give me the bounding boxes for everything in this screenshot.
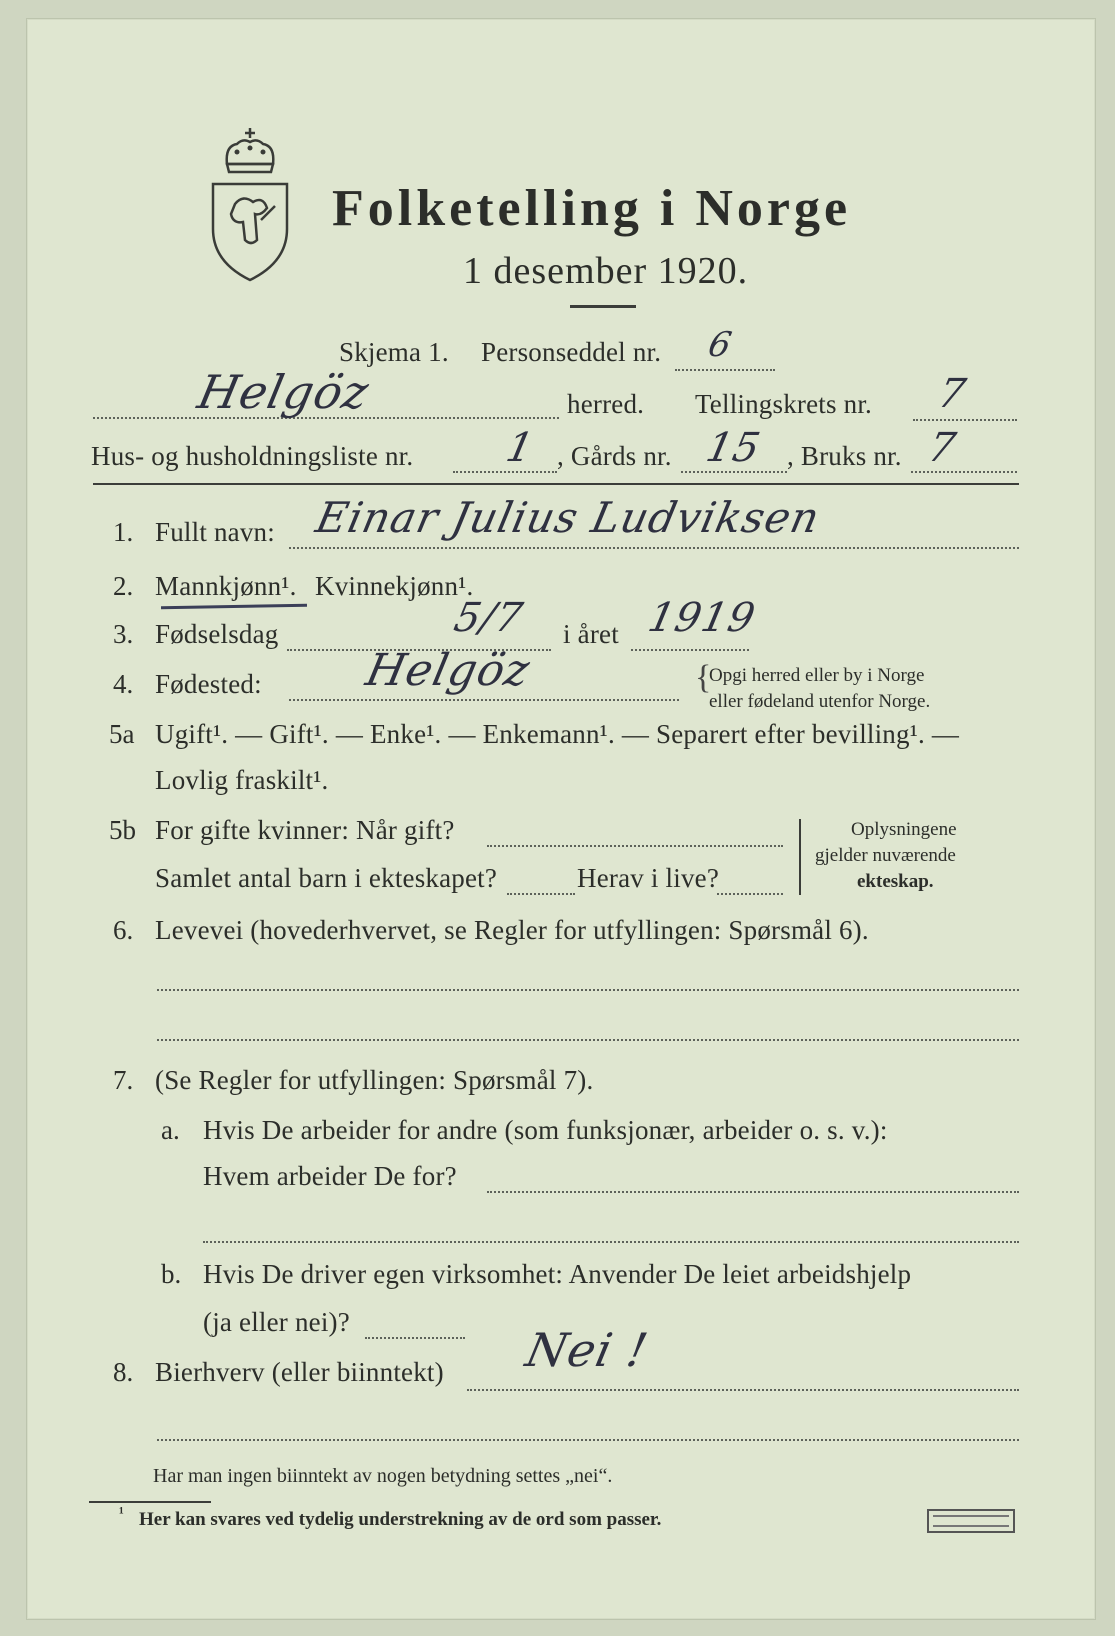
gards-line bbox=[681, 471, 787, 473]
census-form bbox=[26, 18, 1096, 1620]
marriage-note-bracket bbox=[799, 819, 801, 895]
married-when-line bbox=[487, 845, 783, 847]
birthplace-label: Fødested: bbox=[155, 669, 262, 699]
section-divider bbox=[93, 483, 1019, 485]
q7-label: (Se Regler for utfyllingen: Spørsmål 7). bbox=[155, 1065, 594, 1095]
birthdate-label: Fødselsdag bbox=[155, 619, 279, 649]
bruks-value[interactable]: 7 bbox=[924, 425, 961, 471]
personseddel-label: Personseddel nr. bbox=[481, 337, 662, 367]
q3-number: 3. bbox=[113, 619, 134, 649]
header-divider bbox=[570, 305, 636, 308]
q8-number: 8. bbox=[113, 1357, 134, 1387]
children-count-line bbox=[507, 893, 575, 895]
q7a-letter: a. bbox=[161, 1115, 180, 1145]
employer-label: Hvem arbeider De for? bbox=[203, 1161, 457, 1191]
form-title: Folketelling i Norge bbox=[332, 180, 852, 237]
marital-status-options[interactable]: Ugift¹. — Gift¹. — Enke¹. — Enkemann¹. — Separert efter bevilling¹. — bbox=[155, 719, 960, 749]
employer-line-2 bbox=[203, 1241, 1019, 1243]
full-name-value[interactable]: Einar Julius Ludviksen bbox=[311, 493, 825, 542]
birth-year-line bbox=[631, 649, 749, 651]
q1-number: 1. bbox=[113, 517, 134, 547]
children-alive-label: Herav i live? bbox=[577, 863, 720, 893]
occupation-line-1 bbox=[157, 989, 1019, 991]
full-name-label: Fullt navn: bbox=[155, 517, 275, 547]
marital-status-divorced[interactable]: Lovlig fraskilt¹. bbox=[155, 765, 329, 795]
q7a-question: Hvis De arbeider for andre (som funksjonær, arbeider o. s. v.): bbox=[203, 1115, 888, 1145]
side-income-note: Har man ingen biinntekt av nogen betydning settes „nei“. bbox=[153, 1465, 613, 1487]
birth-year-value[interactable]: 1919 bbox=[644, 595, 760, 641]
q7b-question: Hvis De driver egen virksomhet: Anvender De leiet arbeidshjelp bbox=[203, 1259, 912, 1289]
birthplace-note-1: Opgi herred eller by i Norge bbox=[709, 665, 925, 686]
footnote-divider bbox=[89, 1501, 211, 1503]
side-income-label: Bierhverv (eller biinntekt) bbox=[155, 1357, 444, 1387]
marriage-note-1: Oplysningene bbox=[851, 819, 957, 840]
children-count-label: Samlet antal barn i ekteskapet? bbox=[155, 863, 498, 893]
gards-label: , Gårds nr. bbox=[557, 441, 672, 471]
children-alive-line bbox=[717, 893, 783, 895]
q5b-number: 5b bbox=[109, 815, 136, 845]
side-income-value[interactable]: Nei ! bbox=[521, 1323, 654, 1377]
employer-line-1 bbox=[487, 1191, 1019, 1193]
tellingskrets-label: Tellingskrets nr. bbox=[695, 389, 872, 419]
occupation-label: Levevei (hovederhvervet, se Regler for utfyllingen: Spørsmål 6). bbox=[155, 915, 869, 945]
birthplace-value[interactable]: Helgöz bbox=[361, 645, 535, 696]
birthplace-brace: { bbox=[695, 659, 712, 696]
personseddel-value[interactable]: 6 bbox=[704, 325, 736, 365]
marriage-note-3: ekteskap. bbox=[857, 871, 934, 892]
q2-number: 2. bbox=[113, 571, 134, 601]
footnote-text: Her kan svares ved tydelig understrekning av de ord som passer. bbox=[139, 1509, 662, 1530]
printer-stamp bbox=[927, 1509, 1015, 1533]
personseddel-line bbox=[675, 369, 775, 371]
household-list-value[interactable]: 1 bbox=[502, 425, 539, 471]
herred-label: herred. bbox=[567, 389, 645, 419]
side-income-line-2 bbox=[157, 1439, 1019, 1441]
q7b-letter: b. bbox=[161, 1259, 182, 1289]
q4-number: 4. bbox=[113, 669, 134, 699]
schema-label: Skjema 1. bbox=[339, 337, 449, 367]
full-name-line bbox=[289, 547, 1019, 549]
birth-year-label: i året bbox=[563, 619, 619, 649]
hired-help-line bbox=[365, 1337, 465, 1339]
bruks-label: , Bruks nr. bbox=[787, 441, 902, 471]
birthplace-line bbox=[289, 699, 679, 701]
household-list-label: Hus- og husholdningsliste nr. bbox=[91, 441, 414, 471]
census-date: 1 desember 1920. bbox=[463, 250, 749, 292]
bruks-line bbox=[911, 471, 1017, 473]
hired-help-label: (ja eller nei)? bbox=[203, 1307, 350, 1337]
occupation-line-2 bbox=[157, 1039, 1019, 1041]
herred-value[interactable]: Helgöz bbox=[193, 365, 375, 419]
male-underline-mark bbox=[161, 604, 307, 610]
sex-female-option[interactable]: Kvinnekjønn¹. bbox=[315, 571, 474, 601]
married-when-label: For gifte kvinner: Når gift? bbox=[155, 815, 455, 845]
tellingskrets-value[interactable]: 7 bbox=[934, 371, 971, 417]
q6-number: 6. bbox=[113, 915, 134, 945]
birthplace-note-2: eller fødeland utenfor Norge. bbox=[709, 691, 931, 712]
q7-number: 7. bbox=[113, 1065, 134, 1095]
side-income-line bbox=[467, 1389, 1019, 1391]
q5a-number: 5a bbox=[109, 719, 135, 749]
footnote-mark: ¹ bbox=[119, 1505, 124, 1522]
household-list-line bbox=[453, 471, 557, 473]
gards-value[interactable]: 15 bbox=[702, 425, 765, 471]
marriage-note-2: gjelder nuværende bbox=[815, 845, 956, 866]
coat-of-arms-icon bbox=[205, 124, 295, 284]
sex-male-option[interactable]: Mannkjønn¹. bbox=[155, 571, 297, 601]
tellingskrets-line bbox=[913, 419, 1017, 421]
birthdate-value[interactable]: 5/7 bbox=[450, 595, 528, 641]
